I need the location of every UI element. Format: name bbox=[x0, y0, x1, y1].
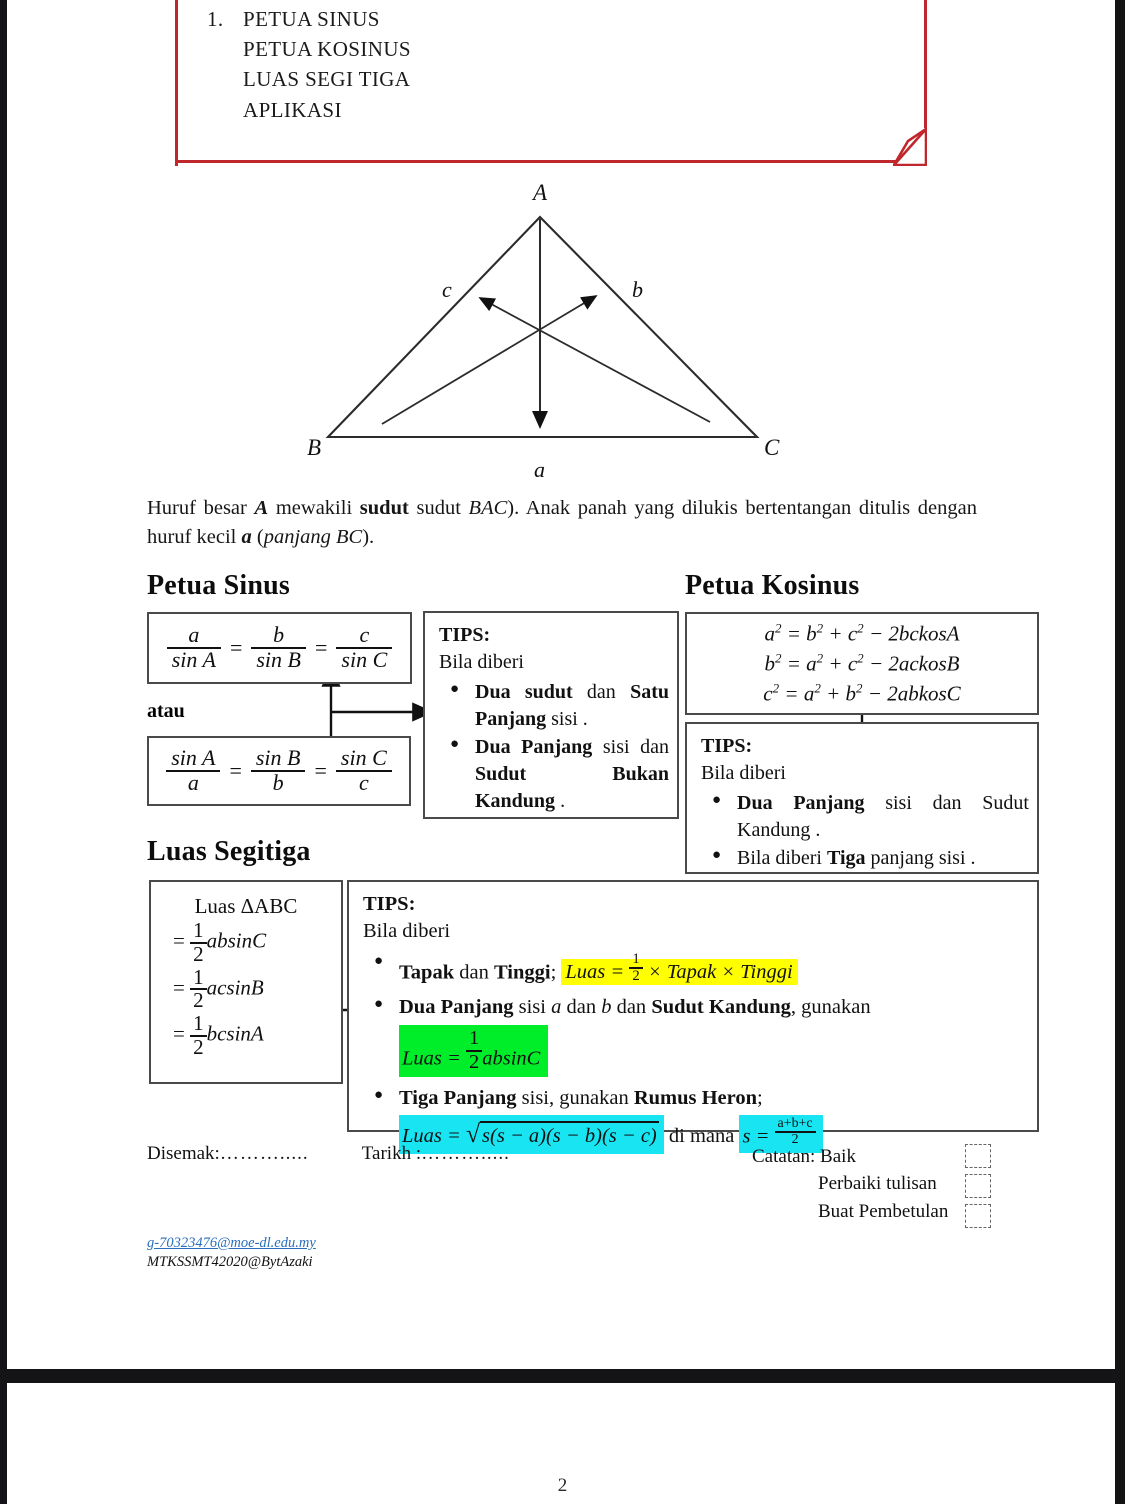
callout-border-left bbox=[175, 0, 178, 166]
tarikh-dots: ………..... bbox=[421, 1143, 510, 1164]
catatan-line-2: Perbaiki tulisan bbox=[818, 1173, 937, 1195]
intro-letter-A: A bbox=[254, 497, 269, 519]
vertex-label-B: B bbox=[307, 435, 322, 460]
credit-line-2: MTKSSMT42020@BytAzaki bbox=[147, 1254, 313, 1271]
heading-luas-segitiga: Luas Segitiga bbox=[147, 836, 311, 867]
checkbox-baik[interactable] bbox=[965, 1144, 991, 1168]
area-formula-row: = $\frac{1}{2}$ bcsinA bbox=[173, 1011, 264, 1060]
sqrt-icon: √ bbox=[465, 1119, 481, 1149]
title-line-4: APLIKASI bbox=[243, 97, 342, 122]
sine-inv-frac-1: $\frac{\text{sin A}}{a}$ bbox=[166, 747, 220, 795]
tips-label-kosinus: TIPS: bbox=[701, 735, 753, 757]
intro-letter-a: a bbox=[241, 526, 252, 549]
tips-sub-sinus: Bila diberi bbox=[439, 650, 524, 673]
footer-signoff bbox=[147, 1143, 1027, 1222]
tips-item: ● Dua sudut dan Satu Panjang sisi . bbox=[450, 681, 669, 730]
bullet-icon: ● bbox=[374, 1086, 384, 1103]
checkbox-perbaiki[interactable] bbox=[965, 1174, 991, 1198]
intro-seg-3: sudut bbox=[408, 497, 469, 519]
bullet-icon: ● bbox=[450, 681, 460, 698]
tips-sub-kosinus: Bila diberi bbox=[701, 761, 786, 784]
area-formula-row: = $\frac{1}{2}$ absinC bbox=[173, 918, 267, 966]
equals-1: = bbox=[229, 635, 243, 660]
side-label-c: c bbox=[442, 277, 452, 302]
catatan-list bbox=[752, 1143, 948, 1225]
sine-inv-frac-2: $\frac{\text{sin B}}{b}$ bbox=[251, 747, 306, 795]
tarikh-colon: : bbox=[415, 1143, 422, 1164]
tips-box-kosinus bbox=[685, 722, 1039, 874]
tips-box-sinus bbox=[423, 611, 679, 819]
title-line-1: PETUA SINUS bbox=[243, 7, 380, 31]
tips-item: ● Tapak dan Tinggi; Luas = $\frac{1}{2}$ × Tapak × Tinggi bbox=[363, 952, 1029, 987]
checkbox-pembetulan[interactable] bbox=[965, 1204, 991, 1228]
catatan-line-1: Catatan: Baik bbox=[752, 1146, 856, 1167]
bullet-icon: ● bbox=[712, 792, 722, 809]
vertex-label-C: C bbox=[764, 435, 780, 460]
highlight-formula-heron: Luas = √s(s − a)(s − b)(s − c) bbox=[399, 1115, 664, 1154]
sine-rule-formula-box-2 bbox=[147, 736, 411, 806]
cosine-line-1: $a^2 = b^2 + c^2$ − 2bckosA bbox=[764, 620, 960, 646]
vertex-label-A: A bbox=[533, 180, 548, 205]
disemak-dots: ………..... bbox=[219, 1143, 309, 1164]
email-link[interactable]: g-70323476@moe-dl.edu.my bbox=[147, 1235, 316, 1251]
bullet-icon: ● bbox=[450, 736, 460, 753]
equals-3: = bbox=[229, 758, 242, 783]
callout-border-right bbox=[924, 0, 927, 128]
callout-border-bottom bbox=[175, 160, 897, 163]
area-formula-box bbox=[149, 880, 343, 1084]
document-page-1 bbox=[7, 0, 1115, 1369]
title-callout bbox=[175, 0, 927, 166]
tips-item: ● Dua Panjang sisi dan Sudut Kandung . bbox=[712, 792, 1029, 841]
side-label-a: a bbox=[534, 457, 545, 480]
title-list bbox=[207, 4, 411, 125]
page-number: 2 bbox=[557, 1475, 568, 1496]
credit-block bbox=[147, 1234, 316, 1273]
intro-seg-2: mewakili bbox=[268, 497, 360, 519]
catatan-checkbox-group bbox=[965, 1144, 991, 1234]
intro-italic-bac: BAC bbox=[468, 497, 508, 519]
atau-label: atau bbox=[147, 700, 185, 722]
bullet-icon: ● bbox=[374, 953, 384, 970]
disemak-label: Disemak: bbox=[147, 1143, 220, 1164]
sine-rule-formula-box-1 bbox=[147, 612, 412, 684]
sine-inv-frac-3: $\frac{\text{sin C}}{c}$ bbox=[336, 747, 392, 795]
tips-label-sinus: TIPS: bbox=[439, 624, 491, 646]
tips-item: ● Tiga Panjang sisi, gunakan Rumus Heron; Luas = √s(s − a)(s − b)(s − c) di mana s = $\frac{a+b+c}{2}$ bbox=[363, 1085, 1029, 1154]
intro-bold-sudut: sudut bbox=[359, 497, 409, 519]
catatan-line-3: Buat Pembetulan bbox=[818, 1200, 949, 1222]
area-formula-title: Luas ΔABC bbox=[194, 894, 298, 918]
tips-item: ● Dua Panjang sisi a dan b dan Sudut Kandung, gunakan Luas = $\frac{1}{2}$ absinC bbox=[363, 994, 1029, 1077]
equals-2: = bbox=[314, 635, 328, 660]
cosine-line-3: $c^2 = a^2 + b^2$ − 2abkosC bbox=[763, 680, 961, 706]
tips-item: ● Bila diberi Tiga panjang sisi . bbox=[712, 847, 976, 870]
folded-corner-icon bbox=[893, 128, 927, 166]
heading-petua-kosinus: Petua Kosinus bbox=[685, 570, 860, 601]
title-line-3: LUAS SEGI TIGA bbox=[243, 67, 411, 92]
tips-item: ● Dua Panjang sisi dan Sudut Bukan Kandung . bbox=[450, 736, 669, 812]
tips-sub-luas: Bila diberi bbox=[363, 920, 451, 943]
tips-box-luas bbox=[347, 880, 1039, 1149]
list-number: 1. bbox=[207, 7, 224, 31]
highlight-formula-tapak-tinggi: Luas = $\frac{1}{2}$ × Tapak × Tinggi bbox=[561, 959, 797, 985]
heading-petua-sinus: Petua Sinus bbox=[147, 570, 291, 601]
triangle-diagram bbox=[302, 175, 792, 480]
intro-italic-panjang: panjang BC bbox=[263, 526, 363, 549]
area-formula-row: = $\frac{1}{2}$ acsinB bbox=[173, 964, 264, 1013]
bullet-icon: ● bbox=[374, 995, 384, 1012]
intro-seg-6: ). bbox=[362, 526, 375, 549]
highlight-formula-s: s = $\frac{a+b+c}{2}$ bbox=[739, 1115, 822, 1154]
intro-seg-1: Huruf besar bbox=[147, 497, 255, 519]
cosine-rule-formula-box bbox=[685, 612, 1039, 715]
side-label-b: b bbox=[632, 277, 643, 302]
intro-seg-4: ). Anak panah yang dilukis bertentangan ditulis dengan huruf kecil bbox=[147, 497, 977, 549]
sine-frac-2: $\frac{b}{\text{sin B}}$ bbox=[251, 624, 306, 672]
intro-paragraph bbox=[147, 494, 977, 552]
sine-frac-1: $\frac{a}{\text{sin A}}$ bbox=[167, 624, 221, 672]
intro-seg-5: ( bbox=[251, 526, 264, 549]
cosine-line-2: $b^2 = a^2 + c^2$ − 2ackosB bbox=[764, 650, 960, 676]
title-line-2: PETUA KOSINUS bbox=[243, 37, 411, 62]
tips-label-luas: TIPS: bbox=[363, 893, 416, 915]
tarikh-label: Tarikh bbox=[361, 1143, 412, 1164]
sine-frac-3: $\frac{c}{\text{sin C}}$ bbox=[336, 624, 392, 672]
bullet-icon: ● bbox=[712, 847, 722, 864]
equals-4: = bbox=[314, 758, 327, 783]
highlight-formula-absinc: Luas = $\frac{1}{2}$ absinC bbox=[399, 1025, 548, 1077]
